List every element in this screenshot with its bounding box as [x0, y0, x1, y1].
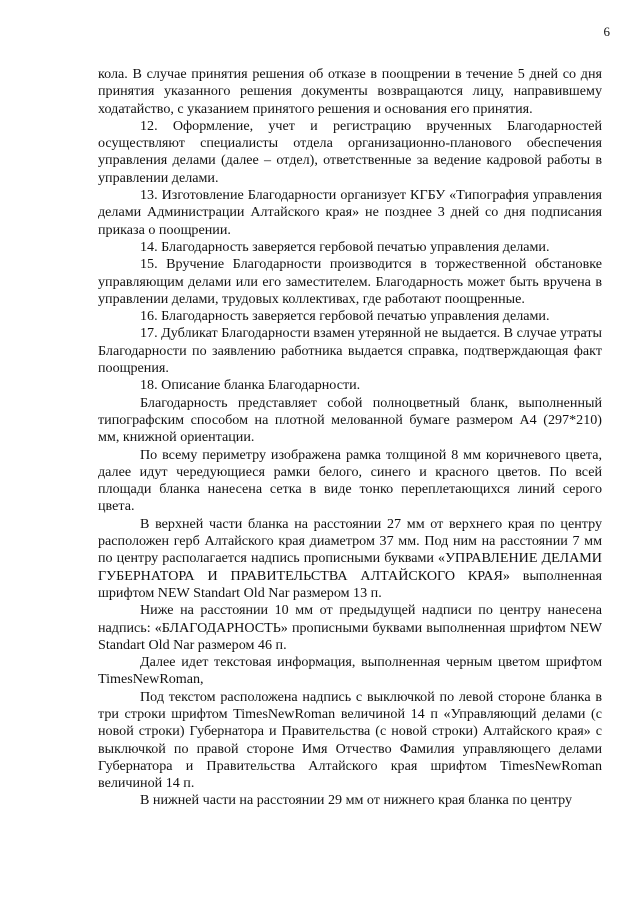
paragraph: В верхней части бланка на расстоянии 27 мм от верхнего края по центру расположен герб Алтайского края диаметром 37 мм. Под ним на расстоянии 7 мм по центру располагается надпись прописными буквами «УПРАВЛЕНИЕ ДЕЛАМИ ГУБЕРНАТОРА И ПРАВИТЕЛЬСТВА АЛТАЙСКОГО КРАЯ» выполненная шрифтом NEW Standart Old Nar размером 13 п.	[98, 515, 602, 601]
page-number: 6	[603, 24, 610, 39]
paragraph: кола. В случае принятия решения об отказе в поощрении в течение 5 дней со дня принятия указанного решения документы возвращаются лицу, направившему ходатайство, с указанием принятого решения и основания его принятия.	[98, 66, 602, 117]
paragraph: Далее идет текстовая информация, выполненная черным цветом шрифтом TimesNewRoman,	[98, 654, 602, 688]
paragraph: Благодарность представляет собой полноцветный бланк, выполненный типографским способом на плотной мелованной бумаге размером А4 (297*210) мм, книжной ориентации.	[98, 394, 602, 446]
paragraph: 18. Описание бланка Благодарности.	[140, 377, 361, 394]
paragraph: 12. Оформление, учет и регистрацию врученных Благодарностей осуществляют специалисты отдела организационно-планового обеспечения управления делами (далее – отдел), ответственные за ведение кадровой работы в управлении делами.	[98, 117, 602, 186]
paragraph: 15. Вручение Благодарности производится в торжественной обстановке управляющим делами или его заместителем. Благодарность может быть вручена в управлении делами, трудовых коллективах, где работают поощренные.	[98, 256, 602, 307]
paragraph: 14. Благодарность заверяется гербовой печатью управления делами.	[140, 238, 550, 255]
paragraph: Под текстом расположена надпись с выключкой по левой стороне бланка в три строки шрифтом TimesNewRoman величиной 14 п «Управляющий делами (с новой строки) Губернатора и Правительства (с новой строки) Алтайского края» с выключкой по правой стороне Имя Отчество Фамилия управляющего делами Губернатора и Правительства Алтайского края шрифтом TimesNewRoman величиной 14 п.	[98, 688, 602, 792]
paragraph: 17. Дубликат Благодарности взамен утерянной не выдается. В случае утраты Благодарности по заявлению работника выдается справка, подтверждающая факт поощрения.	[98, 325, 602, 377]
paragraph: Ниже на расстоянии 10 мм от предыдущей надписи по центру нанесена надпись: «БЛАГОДАРНОСТЬ» прописными буквами выполненная шрифтом NEW Standart Old Nar размером 46 п.	[98, 602, 602, 653]
paragraph: По всему периметру изображена рамка толщиной 8 мм коричневого цвета, далее идут чередующиеся рамки белого, синего и красного цветов. По всей площади бланка нанесена сетка в виде тонко переплетающихся линий серого цвета.	[98, 446, 602, 515]
paragraph: В нижней части на расстоянии 29 мм от нижнего края бланка по центру	[140, 792, 573, 809]
paragraph: 16. Благодарность заверяется гербовой печатью управления делами.	[140, 308, 550, 325]
document-body	[98, 66, 602, 810]
paragraph: 13. Изготовление Благодарности организует КГБУ «Типография управления делами Администрации Алтайского края» не позднее 3 дней со дня подписания приказа о поощрении.	[98, 187, 602, 238]
